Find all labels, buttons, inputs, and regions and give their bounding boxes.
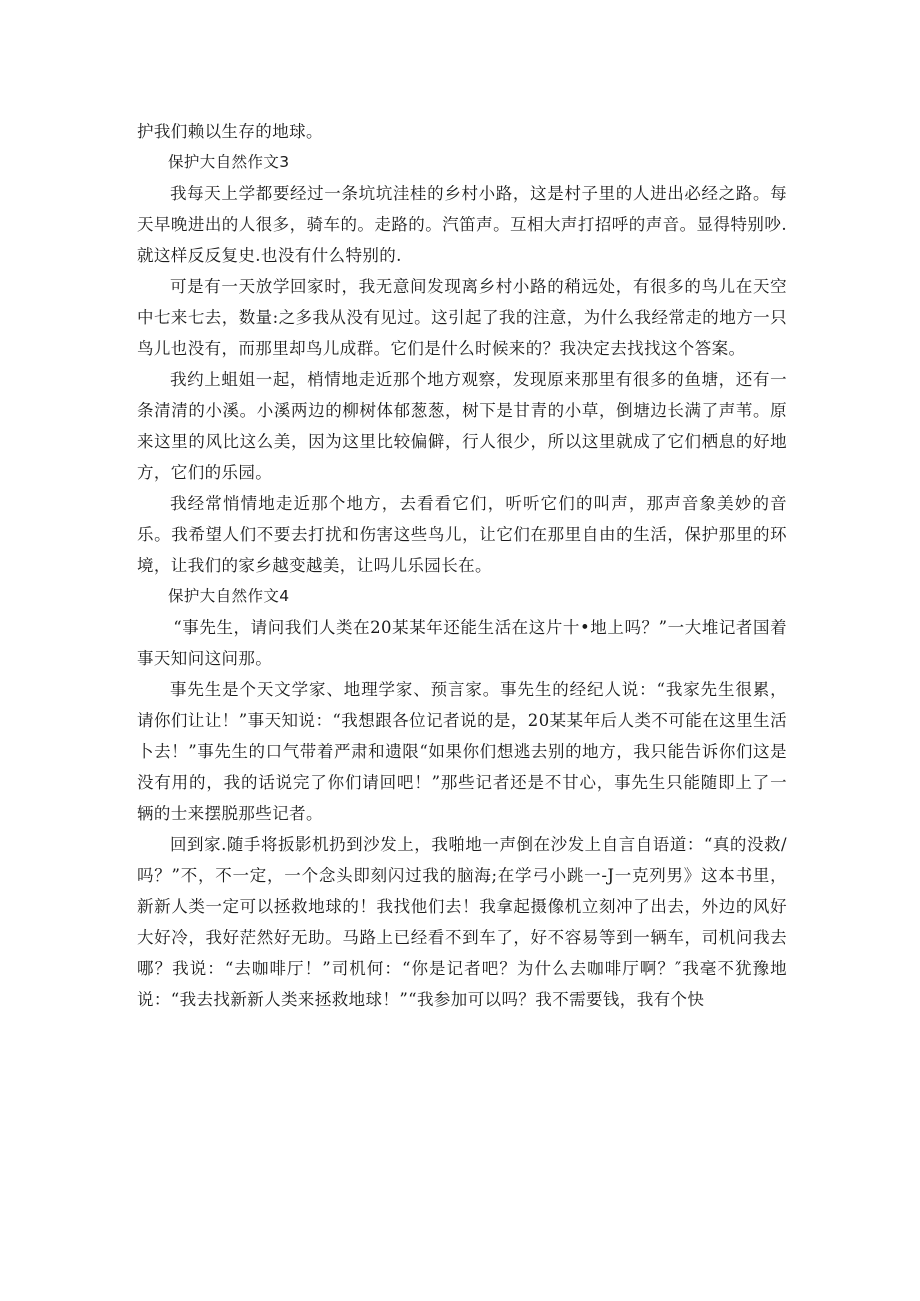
paragraph: 我经常悄情地走近那个地方，去看看它们，听听它们的叫声，那声音象美妙的音乐。我希望人们不要去打扰和伤害这些鸟儿，让它们在那里自由的生活，保护那里的环境，让我们的家乡越变越美，让吗儿乐园长在。 xyxy=(137,494,787,575)
paragraph: 事先生是个天文学家、地理学家、预言家。事先生的经纪人说：“我家先生很累，请你们让让！”事天知说：“我想跟各位记者说的是，20某某年后人类不可能在这里生活卜去！”事先生的口气带着严肃和遗限“如果你们想逃去别的地方，我只能告诉你们这是没有用的，我的话说完了你们请回吧！”那些记者还是不甘心，事先生只能随即上了一辆的士来摆脱那些记者。 xyxy=(137,680,787,823)
paragraph: “事先生，请问我们人类在20某某年还能生活在这片十•地上吗？”一大堆记者国着事天知问这问那。 xyxy=(137,618,787,668)
paragraph: 回到家.随手将扳影机扔到沙发上，我啪地一声倒在沙发上自言自语道：“真的没救/吗？”不，不一定，一个念头即刻闪过我的脑海;在学弓小跳一-J一克列男》这本书里，新新人类一定可以拯救地球的！我找他们去！我拿起摄像机立刻冲了出去，外边的风好大好冷，我好茫然好无助。马路上已经看不到车了，好不容易等到一辆车，司机问我去哪？我说：“去咖啡厅！”司机何：“你是记者吧？为什么去咖啡厅啊？″我毫不犹豫地说：“我去找新新人类来拯救地球！”“我参加可以吗？我不需要钱，我有个快 xyxy=(137,835,787,1009)
paragraph: 我约上蛆姐一起，梢情地走近那个地方观察，发现原来那里有很多的鱼塘，还有一条清清的小溪。小溪两边的柳树体郁葱葱，树下是甘青的小草，倒塘边长满了声苇。原来这里的风比这么美，因为这里比较偏僻，行人很少，所以这里就成了它们栖息的好地方，它们的乐园。 xyxy=(137,370,787,482)
paragraph-continuation: 护我们赖以生存的地球。 xyxy=(137,122,323,141)
paragraph: 可是有一天放学回家时，我无意间发现离乡村小路的稍远处，有很多的鸟儿在天空中七来七去，数量:之多我从没有见过。这引起了我的注意，为什么我经常走的地方一只鸟儿也没有，而那里却鸟儿成群。它们是什么时候来的？我决定去找找这个答案。 xyxy=(137,277,787,358)
essay-heading-4: 保护大自然作文4 xyxy=(168,587,290,605)
document-body xyxy=(137,116,787,1015)
essay-heading-3: 保护大自然作文3 xyxy=(168,153,290,171)
paragraph: 我每天上学都要经过一条坑坑洼桂的乡村小路，这是村子里的人进出必经之路。每天早晚进出的人很多，骑车的。走路的。汽笛声。互相大声打招呼的声音。显得特别吵.就这样反反复史.也没有什么特别的. xyxy=(137,184,787,265)
